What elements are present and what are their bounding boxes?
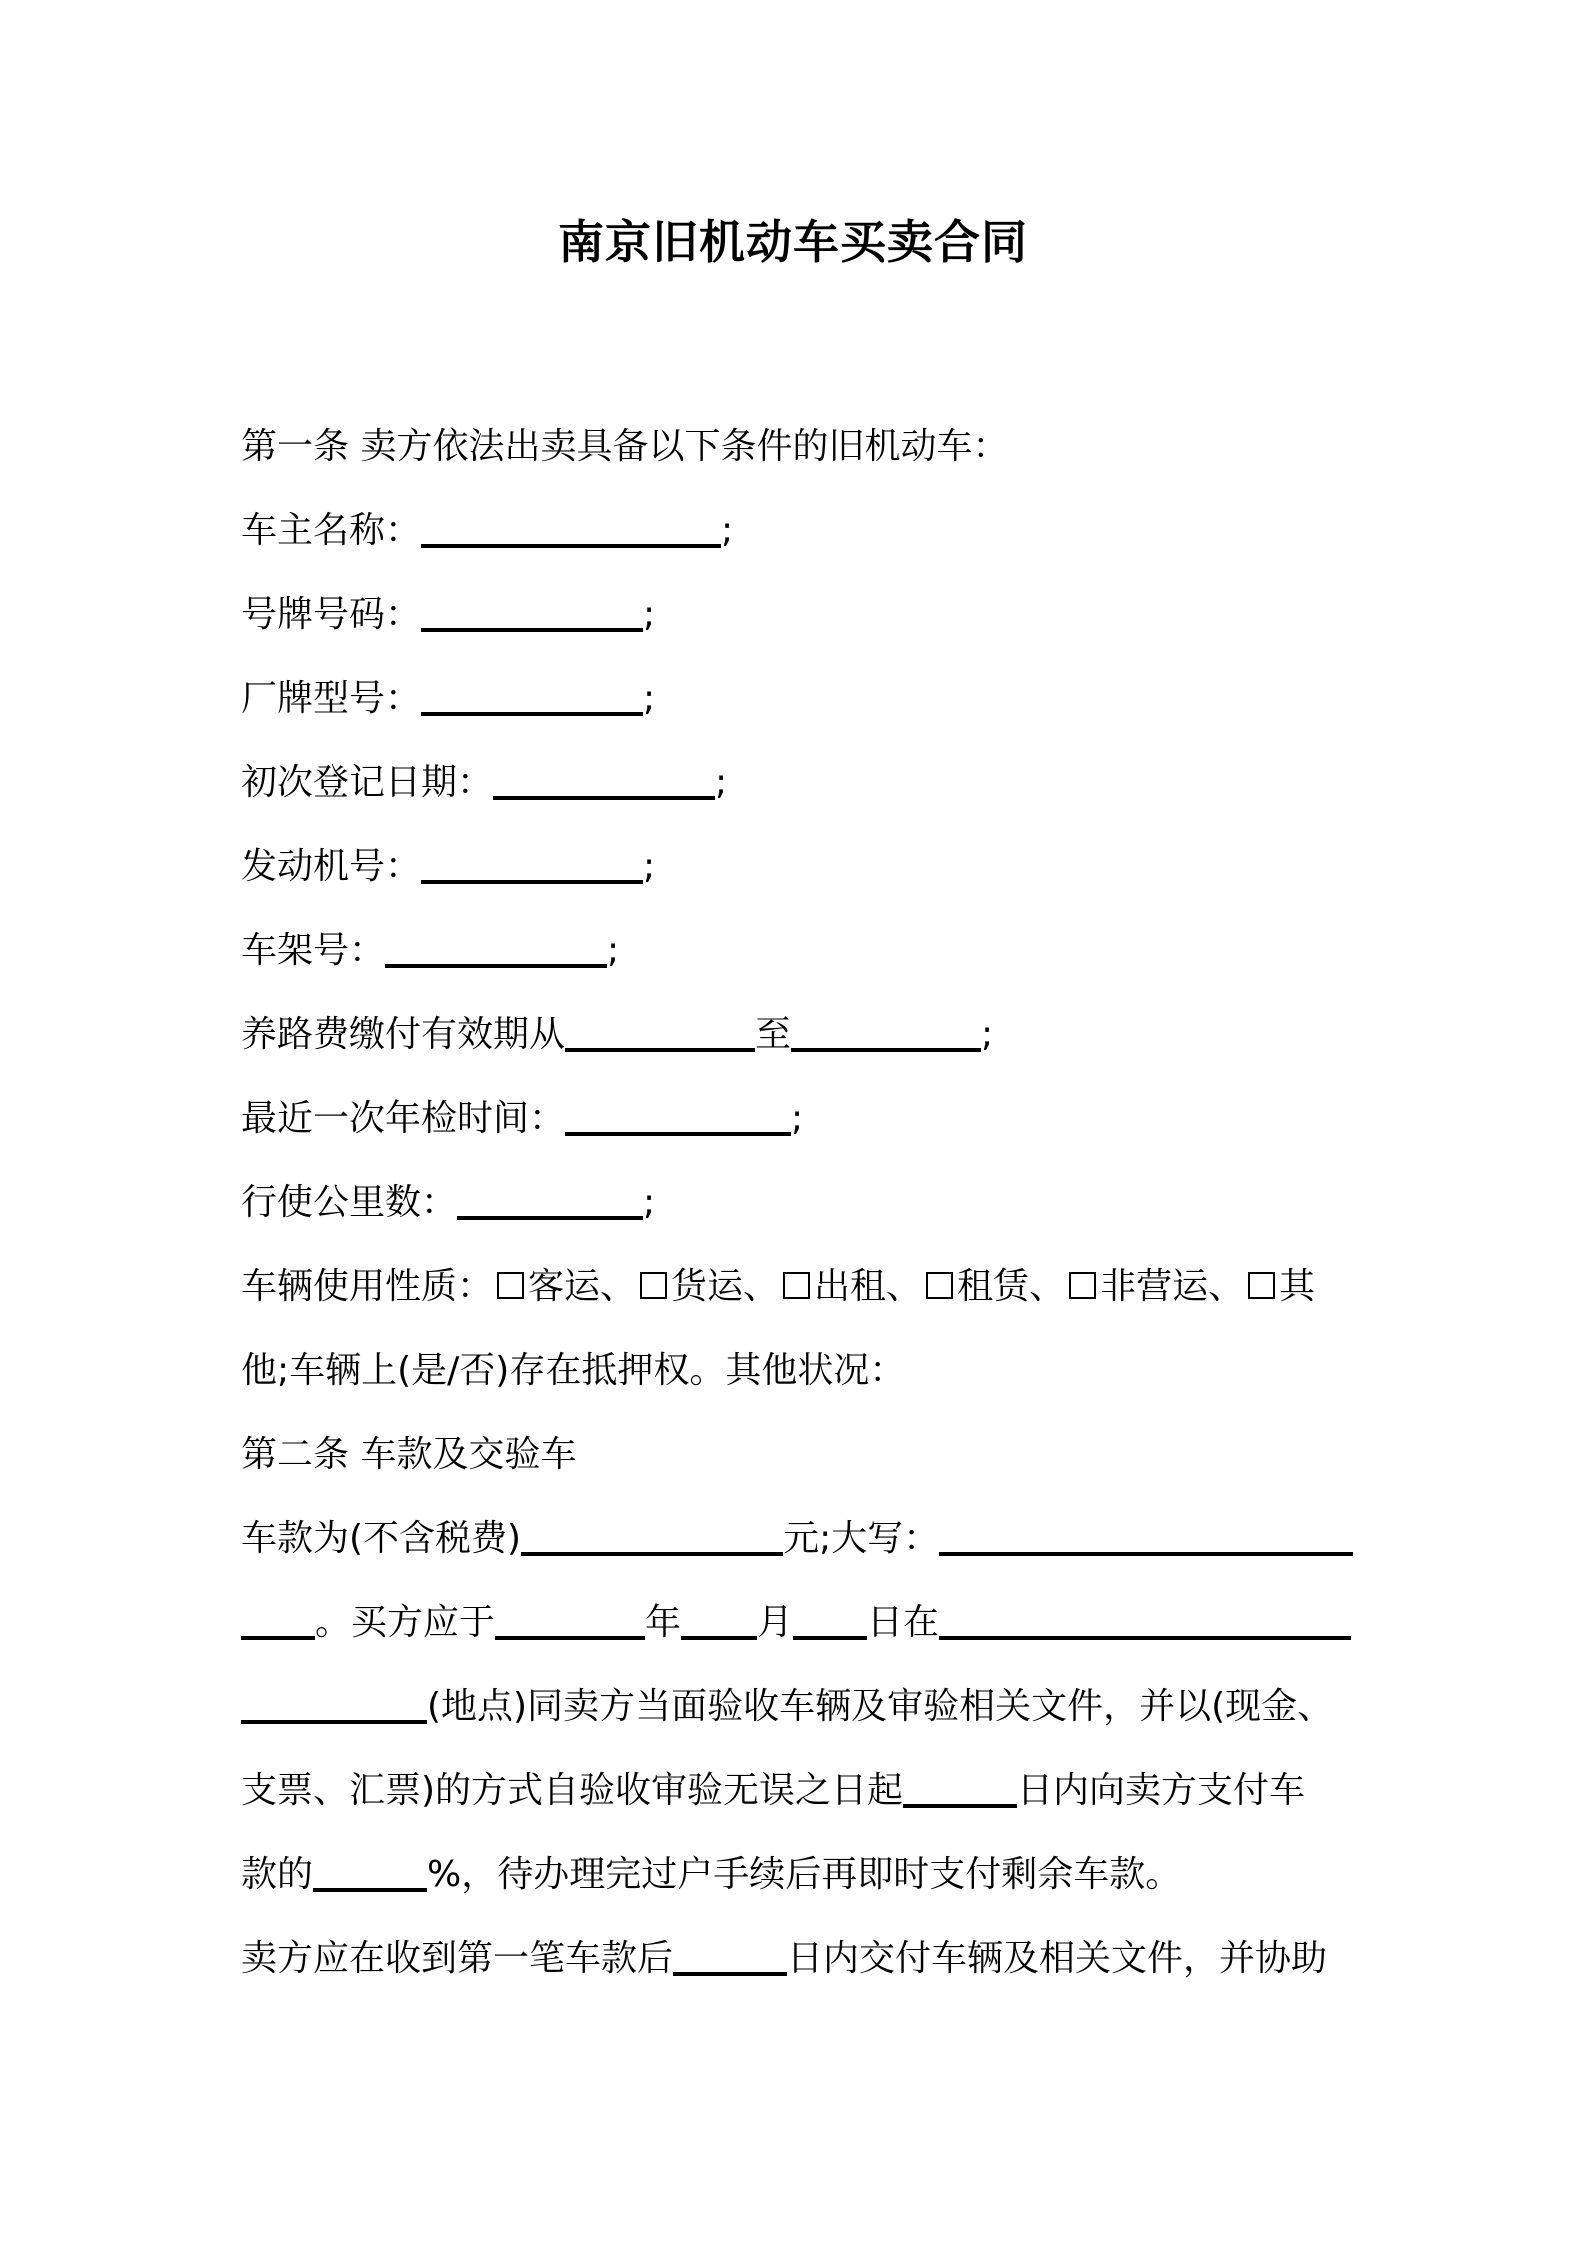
inspection-date-line — [241, 1581, 1356, 1665]
delivery-text: 日内交付车辆及相关文件，并协助 — [787, 1938, 1328, 1979]
price-of-label: 款的 — [241, 1854, 314, 1895]
price-words-blank-cont[interactable] — [241, 1598, 315, 1640]
first-registration-blank[interactable] — [493, 758, 715, 800]
contract-body — [241, 405, 1356, 2001]
vehicle-usage-line — [241, 1245, 1356, 1329]
punctuation: ; — [791, 1098, 804, 1139]
other-checkbox[interactable] — [1248, 1272, 1275, 1299]
punctuation: ; — [607, 930, 620, 971]
place-line — [241, 1665, 1356, 1749]
brand-model-line — [241, 657, 1356, 741]
article-1-heading: 第一条 卖方依法出卖具备以下条件的旧机动车： — [241, 426, 1009, 467]
owner-name-blank[interactable] — [421, 506, 721, 548]
road-fee-label: 养路费缴付有效期从 — [241, 1014, 566, 1055]
place-text: (地点)同卖方当面验收车辆及审验相关文件，并以(现金、 — [427, 1686, 1334, 1727]
percent-text: %，待办理完过户手续后再即时支付剩余车款。 — [427, 1854, 1182, 1895]
annual-inspection-blank[interactable] — [565, 1094, 791, 1136]
annual-inspection-label: 最近一次年检时间： — [241, 1098, 566, 1139]
brand-model-blank[interactable] — [421, 674, 643, 716]
year-blank[interactable] — [495, 1598, 645, 1640]
month-blank[interactable] — [681, 1598, 757, 1640]
place-blank[interactable] — [939, 1598, 1351, 1640]
punctuation: ; — [643, 594, 656, 635]
payment-method-text: 支票、汇票)的方式自验收审验无误之日起 — [241, 1770, 904, 1811]
annual-inspection-line — [241, 1077, 1356, 1161]
plate-number-label: 号牌号码： — [241, 594, 422, 635]
passenger-checkbox[interactable] — [497, 1272, 524, 1299]
owner-name-label: 车主名称： — [241, 510, 422, 551]
month-label: 月 — [757, 1602, 794, 1643]
price-line — [241, 1497, 1356, 1581]
article-2-heading: 第二条 车款及交验车 — [241, 1434, 577, 1475]
mileage-label: 行使公里数： — [241, 1182, 458, 1223]
freight-checkbox[interactable] — [640, 1272, 667, 1299]
owner-name-line — [241, 489, 1356, 573]
percent-line — [241, 1833, 1356, 1917]
engine-number-label: 发动机号： — [241, 846, 422, 887]
frame-number-line — [241, 909, 1356, 993]
first-registration-label: 初次登记日期： — [241, 762, 494, 803]
frame-number-label: 车架号： — [241, 930, 386, 971]
usage-option-label: 租赁、 — [957, 1266, 1066, 1307]
usage-option-label: 出租、 — [814, 1266, 923, 1307]
road-fee-from-blank[interactable] — [565, 1010, 755, 1052]
delivery-line — [241, 1917, 1356, 2001]
usage-option-label: 货运、 — [671, 1266, 780, 1307]
engine-number-blank[interactable] — [421, 842, 643, 884]
road-fee-to-label: 至 — [755, 1014, 792, 1055]
engine-number-line — [241, 825, 1356, 909]
seller-text: 卖方应在收到第一笔车款后 — [241, 1938, 674, 1979]
brand-model-label: 厂牌型号： — [241, 678, 422, 719]
year-label: 年 — [645, 1602, 682, 1643]
pay-days-text: 日内向卖方支付车 — [1017, 1770, 1306, 1811]
frame-number-blank[interactable] — [385, 926, 607, 968]
mortgage-line: 他;车辆上(是/否)存在抵押权。其他状况： — [241, 1350, 906, 1391]
page-title: 南京旧机动车买卖合同 — [558, 215, 1028, 269]
buyer-should-label: 。买方应于 — [315, 1602, 496, 1643]
price-blank[interactable] — [521, 1514, 783, 1556]
punctuation: ; — [715, 762, 728, 803]
price-label: 车款为(不含税费) — [241, 1518, 522, 1559]
price-words-blank[interactable] — [939, 1514, 1353, 1556]
usage-option-label: 客运、 — [528, 1266, 637, 1307]
day-at-label: 日在 — [867, 1602, 940, 1643]
pay-days-blank[interactable] — [903, 1766, 1017, 1808]
road-fee-to-blank[interactable] — [791, 1010, 981, 1052]
road-fee-line — [241, 993, 1356, 1077]
punctuation: ; — [643, 678, 656, 719]
usage-option-label: 非营运、 — [1100, 1266, 1245, 1307]
place-blank-cont[interactable] — [241, 1682, 427, 1724]
mileage-line — [241, 1161, 1356, 1245]
day-blank[interactable] — [793, 1598, 867, 1640]
punctuation: ; — [721, 510, 734, 551]
plate-number-line — [241, 573, 1356, 657]
percent-blank[interactable] — [313, 1850, 427, 1892]
taxi-checkbox[interactable] — [783, 1272, 810, 1299]
punctuation: ; — [643, 1182, 656, 1223]
price-unit-label: 元;大写： — [783, 1518, 940, 1559]
delivery-days-blank[interactable] — [673, 1934, 787, 1976]
payment-method-line — [241, 1749, 1356, 1833]
vehicle-usage-label: 车辆使用性质： — [241, 1266, 494, 1307]
lease-checkbox[interactable] — [926, 1272, 953, 1299]
punctuation: ; — [981, 1014, 994, 1055]
first-registration-line — [241, 741, 1356, 825]
plate-number-blank[interactable] — [421, 590, 643, 632]
usage-option-label: 其 — [1279, 1266, 1316, 1307]
mileage-blank[interactable] — [457, 1178, 643, 1220]
non-commercial-checkbox[interactable] — [1069, 1272, 1096, 1299]
punctuation: ; — [643, 846, 656, 887]
